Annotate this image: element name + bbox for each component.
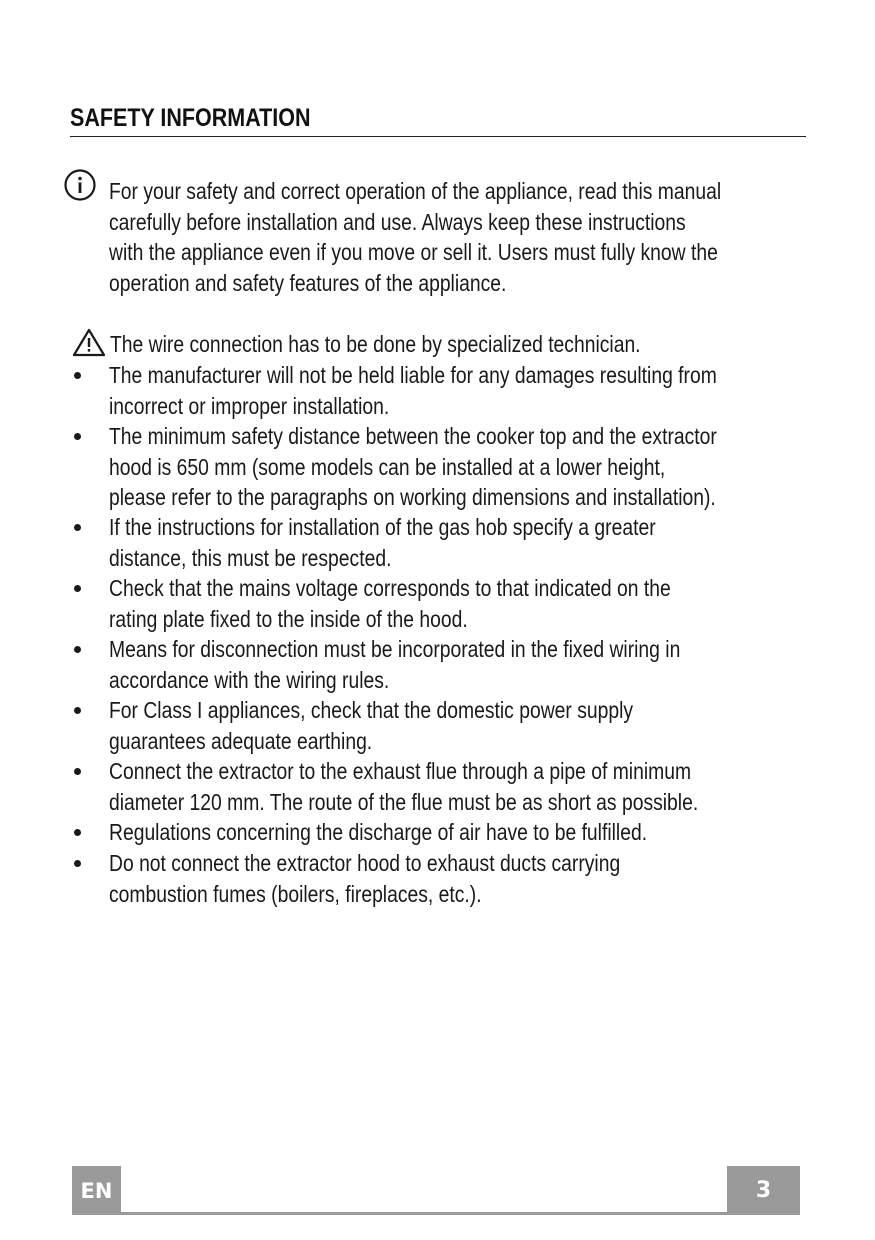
- warning-note: [110, 329, 807, 360]
- list-item-line: diameter 120 mm. The route of the flue must be as short as possible.: [109, 788, 699, 815]
- info-note-line: For your safety and correct operation of the appliance, read this manual: [109, 178, 722, 204]
- list-item: [0, 817, 875, 848]
- bullet-dot: [74, 707, 81, 714]
- list-item-line: Connect the extractor to the exhaust flue through a pipe of minimum: [109, 758, 692, 784]
- list-item-line: Do not connect the extractor hood to exhaust ducts carrying: [109, 850, 621, 876]
- list-item-line: combustion fumes (boilers, fireplaces, etc.).: [109, 880, 482, 907]
- list-item: [0, 512, 875, 573]
- bullet-dot: [74, 646, 81, 653]
- list-item: [0, 756, 875, 817]
- list-item-text: [109, 756, 806, 817]
- bullet-dot: [74, 372, 81, 379]
- list-item-line: Means for disconnection must be incorporated in the fixed wiring in: [109, 636, 681, 662]
- page-title: SAFETY INFORMATION: [70, 104, 311, 132]
- list-item-text: [109, 817, 806, 848]
- list-item: [0, 421, 875, 512]
- list-item-line: please refer to the paragraphs on working dimensions and installation).: [109, 484, 716, 510]
- title-divider: [70, 136, 806, 137]
- page-number: 3: [727, 1166, 800, 1215]
- list-item-text: [109, 573, 806, 634]
- list-item-text: [109, 695, 806, 756]
- warning-note-text: The wire connection has to be done by specialized technician.: [110, 331, 641, 357]
- bullet-dot: [74, 829, 81, 836]
- list-item-text: [109, 848, 806, 909]
- safety-bullet-list: [0, 360, 875, 909]
- bullet-dot: [74, 433, 81, 440]
- list-item-line: guarantees adequate earthing.: [109, 727, 373, 754]
- footer-bar: [72, 1212, 800, 1215]
- bullet-dot: [74, 768, 81, 775]
- info-icon: [63, 168, 97, 202]
- list-item: [0, 695, 875, 756]
- list-item-line: If the instructions for installation of the gas hob specify a greater: [109, 514, 656, 540]
- list-item-text: [109, 360, 806, 421]
- list-item-line: incorrect or improper installation.: [109, 392, 390, 419]
- info-note-line: carefully before installation and use. Always keep these instructions: [109, 208, 686, 235]
- list-item-line: hood is 650 mm (some models can be installed at a lower height,: [109, 453, 666, 480]
- info-note-line: operation and safety features of the appliance.: [109, 269, 507, 296]
- list-item-text: [109, 634, 806, 695]
- language-tab: EN: [72, 1166, 121, 1215]
- list-item-line: accordance with the wiring rules.: [109, 666, 390, 693]
- list-item-line: For Class I appliances, check that the domestic power supply: [109, 697, 634, 723]
- list-item-line: The manufacturer will not be held liable for any damages resulting from: [109, 362, 717, 388]
- list-item-line: The minimum safety distance between the cooker top and the extractor: [109, 423, 717, 449]
- warning-icon: [72, 327, 106, 357]
- info-note-line: with the appliance even if you move or sell it. Users must fully know the: [109, 239, 718, 265]
- list-item-text: [109, 512, 806, 573]
- list-item-line: distance, this must be respected.: [109, 544, 392, 571]
- list-item: [0, 848, 875, 909]
- bullet-dot: [74, 524, 81, 531]
- list-item-line: Regulations concerning the discharge of air have to be fulfilled.: [109, 819, 648, 845]
- list-item: [0, 573, 875, 634]
- list-item-line: Check that the mains voltage corresponds to that indicated on the: [109, 575, 671, 601]
- bullet-dot: [74, 860, 81, 867]
- list-item: [0, 360, 875, 421]
- list-item-line: rating plate fixed to the inside of the hood.: [109, 605, 468, 632]
- bullet-dot: [74, 585, 81, 592]
- info-note: [109, 176, 806, 298]
- list-item: [0, 634, 875, 695]
- list-item-text: [109, 421, 806, 513]
